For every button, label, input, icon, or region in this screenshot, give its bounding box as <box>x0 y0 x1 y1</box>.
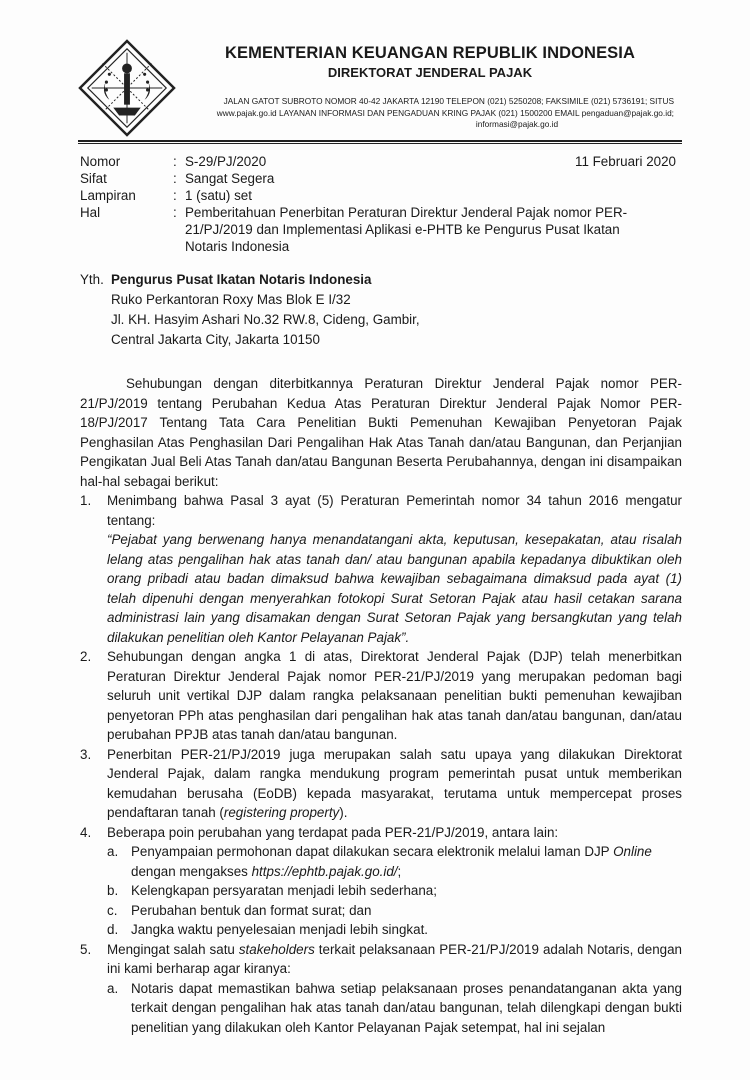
text-run: terkait pelaksanaan PER-21/PJ/2019 adalah Notaris, dengan ini kami berharap agar kiranya: <box>107 941 682 976</box>
directorate-name: DIREKTORAT JENDERAL PAJAK <box>327 65 533 80</box>
letter-body <box>80 374 682 1037</box>
ephtb-link[interactable]: https://ephtb.pajak.go.id/ <box>251 863 398 879</box>
text-run: ). <box>339 805 348 820</box>
letterhead-rule-thick <box>78 140 682 142</box>
address-line-3: informasi@pajak.go.id <box>475 119 559 129</box>
text-run-italic: Online <box>613 844 652 859</box>
item-text: Sehubungan dengan angka 1 di atas, Direktorat Jenderal Pajak (DJP) telah menerbitkan Peraturan Direktur Jenderal Pajak nomor PER-21/PJ/2019 yang merupakan pedoman bagi seluruh unit vertikal DJP dalam rangka pelaksanaan penelitian bukti pemenuhan kewajiban penyetoran PPh atas penghasilan dari pengalihan hak atas tanah dan/atau bangunan, dan/atau perubahan PPJB atas tanah dan/atau bangunan. <box>107 649 682 742</box>
meta-label: Nomor <box>80 154 121 169</box>
list-item <box>80 745 682 823</box>
meta-colon: : <box>173 171 177 186</box>
sub-list-item <box>107 920 682 940</box>
meta-value: Sangat Segera <box>185 171 275 186</box>
sub-item-text: Jangka waktu penyelesaian menjadi lebih singkat. <box>131 922 429 937</box>
sub-item-letter: d. <box>107 922 119 937</box>
meta-value: S-29/PJ/2020 <box>185 154 267 169</box>
letterhead-rule-thin <box>78 143 682 144</box>
sub-list-item <box>107 979 682 1038</box>
item-text: Menimbang bahwa Pasal 3 ayat (5) Peraturan Pemerintah nomor 34 tahun 2016 mengatur tentang: <box>107 493 682 528</box>
text-run-italic: stakeholders <box>238 941 315 957</box>
intro-paragraph: Sehubungan dengan diterbitkannya Peraturan Direktur Jenderal Pajak nomor PER-21/PJ/2019 tentang Perubahan Kedua Atas Peraturan Direktur Jenderal Pajak Nomor PER-18/PJ/2017 Tentang Tata Cara Penelitian Bukti Pemenuhan Kewajiban Penyetoran Pajak Penghasilan Atas Penghasilan Dari Pengalihan Hak Atas Tanah dan/atau Bangunan, dan Perjanjian Pengikatan Jual Beli Atas Tanah dan/atau Bangunan Beserta Perubahannya, dengan ini disampaikan hal-hal sebagai berikut: <box>80 376 682 489</box>
text-run: ; <box>397 863 402 879</box>
item-text <box>107 745 682 823</box>
addressee-line-2: Jl. KH. Hasyim Ashari No.32 RW.8, Cideng, Gambir, <box>111 312 420 327</box>
sub-item-text: Notaris dapat memastikan bahwa setiap pelaksanaan proses penandatanganan akta yang terkait dengan pengalihan hak atas tanah dan/atau bangunan, telah dilengkapi dengan bukti penelitian yang dilakukan oleh Kantor Pelayanan Pajak setempat, hal ini sejalan <box>131 980 682 1035</box>
text-run: dengan mengakses <box>131 863 252 879</box>
item-text: Beberapa poin perubahan yang terdapat pada PER-21/PJ/2019, antara lain: <box>107 824 559 840</box>
item-number: 4. <box>80 824 92 840</box>
item-number: 5. <box>80 941 92 957</box>
sub-item-letter: a. <box>107 844 119 859</box>
meta-label: Sifat <box>80 171 107 186</box>
text-run: Mengingat salah satu <box>107 941 239 957</box>
sub-list-item <box>107 842 682 881</box>
sub-item-letter: b. <box>107 883 119 898</box>
list-item <box>80 940 682 1038</box>
meta-row-hal <box>80 204 680 255</box>
letter-date: 11 Februari 2020 <box>575 154 676 169</box>
list-item <box>80 823 682 940</box>
list-item <box>80 647 682 745</box>
item-number: 2. <box>80 649 92 664</box>
addressee-line-3: Central Jakarta City, Jakarta 10150 <box>111 332 320 347</box>
meta-colon: : <box>173 154 177 169</box>
ministry-name: KEMENTERIAN KEUANGAN REPUBLIK INDONESIA <box>224 44 635 62</box>
meta-row-lampiran <box>80 187 680 204</box>
meta-colon: : <box>173 205 177 220</box>
letterhead <box>180 44 680 131</box>
regulation-quote: “Pejabat yang berwenang hanya menandatangani akta, keputusan, kesepakatan, atau risalah lelang atas pengalihan hak atas tanah dan/ atau bangunan apabila kepadanya dibuktikan oleh orang pribadi atau badan dimaksud bahwa kewajiban sebagaimana dimaksud pada ayat (1) telah dipenuhi dengan menyerahkan fotokopi Surat Setoran Pajak atau hasil cetakan sarana administrasi lain yang disamakan dengan Surat Setoran Pajak yang bersangkutan yang telah dilakukan penelitian oleh Kantor Pelayanan Pajak”. <box>107 532 682 645</box>
meta-label: Hal <box>80 205 101 220</box>
meta-value: 1 (satu) set <box>185 188 252 203</box>
text-run: Penyampaian permohonan dapat dilakukan secara elektronik melalui laman DJP <box>131 844 614 859</box>
list-item <box>80 491 682 647</box>
text-run-italic: registering property <box>223 805 340 820</box>
sub-item-letter: a. <box>107 980 119 996</box>
sub-item-letter: c. <box>107 902 118 918</box>
ministry-emblem-icon <box>78 38 176 138</box>
meta-colon: : <box>173 188 177 203</box>
salutation: Yth. <box>80 272 104 287</box>
sub-item-text: Perubahan bentuk dan format surat; dan <box>131 902 372 918</box>
item-text <box>107 940 682 979</box>
meta-label: Lampiran <box>80 188 136 203</box>
addressee-line-1: Ruko Perkantoran Roxy Mas Blok E I/32 <box>111 292 351 307</box>
text-run: Penerbitan PER-21/PJ/2019 juga merupakan salah satu upaya yang dilakukan Direktorat Jenderal Pajak, dalam rangka mendukung program pemerintah pusat untuk memberikan kemudahan berusaha (EoDB) kepada masyarakat, terutama untuk mempercepat proses pendaftaran tanah ( <box>107 746 682 820</box>
meta-row-sifat <box>80 170 680 187</box>
meta-value: Pemberitahuan Penerbitan Peraturan Direktur Jenderal Pajak nomor PER-21/PJ/2019 dan Implementasi Aplikasi e-PHTB ke Pengurus Pusat Ikatan Notaris Indonesia <box>185 205 628 254</box>
sub-item-text: Kelengkapan persyaratan menjadi lebih sederhana; <box>131 883 437 898</box>
address-line-1: JALAN GATOT SUBROTO NOMOR 40-42 JAKARTA 12190 TELEPON (021) 5250208; FAKSIMILE (021) 5736191; SITUS <box>223 96 674 106</box>
addressee-block <box>80 270 420 350</box>
letter-meta <box>80 153 680 255</box>
letterhead-address <box>180 96 680 131</box>
sub-item-text <box>131 842 682 881</box>
address-line-2: www.pajak.go.id LAYANAN INFORMASI DAN PENGADUAN KRING PAJAK (021) 1500200 EMAIL pengaduan@pajak.go.id; <box>216 107 674 118</box>
item-number: 3. <box>80 746 92 762</box>
addressee-name: Pengurus Pusat Ikatan Notaris Indonesia <box>111 272 372 287</box>
sub-list-item <box>107 901 682 921</box>
sub-list-item <box>107 881 682 901</box>
item-number: 1. <box>80 493 92 508</box>
